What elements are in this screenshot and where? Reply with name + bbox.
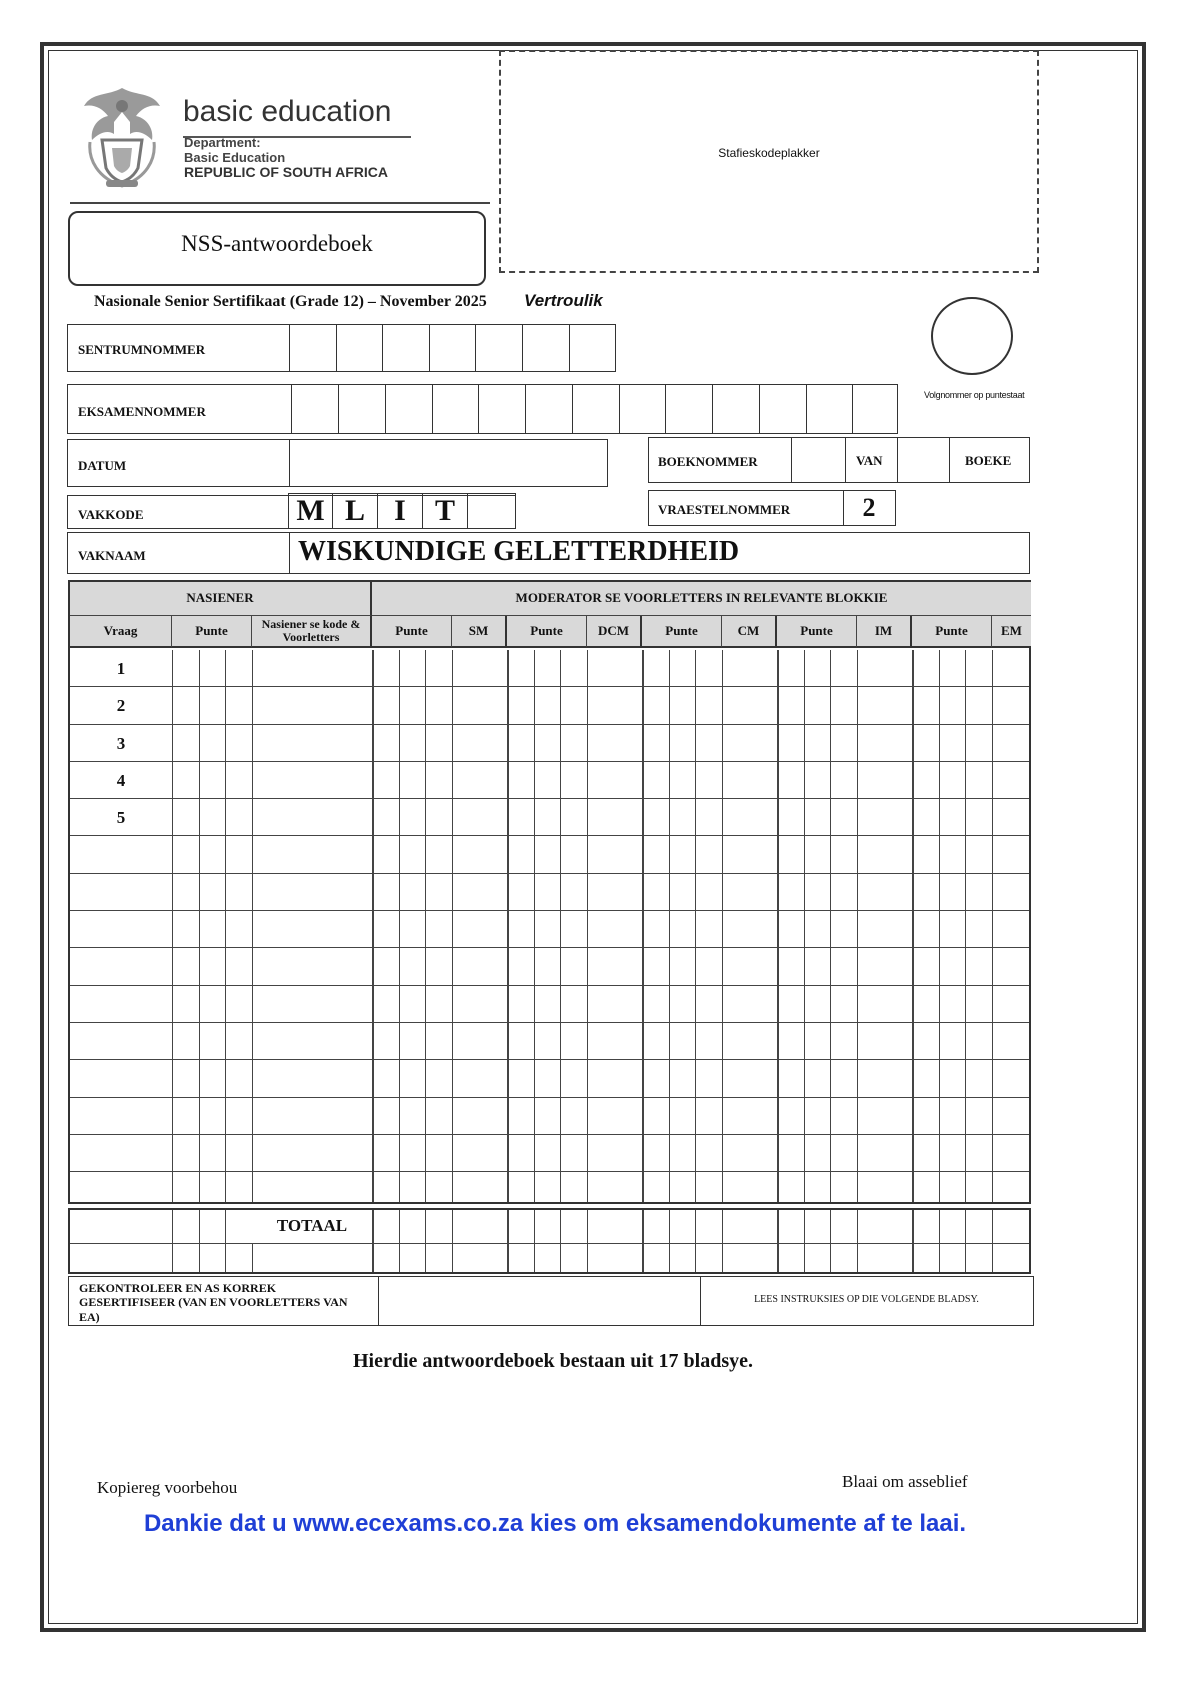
table-row[interactable] — [70, 948, 1029, 985]
question-number: 2 — [116, 696, 126, 716]
subject-code-label: VAKKODE — [78, 507, 144, 522]
digit-cell[interactable] — [289, 325, 290, 371]
question-number: 5 — [116, 808, 126, 828]
totals-column-line — [225, 1210, 226, 1272]
book-number-label: BOEKNOMMER — [658, 454, 758, 469]
totals-column-line — [560, 1210, 561, 1272]
book-number-field[interactable] — [648, 437, 1030, 483]
digit-cell[interactable] — [382, 325, 383, 371]
table-row[interactable] — [70, 799, 1029, 836]
digit-cell[interactable] — [572, 385, 573, 433]
subject-code-char: L — [333, 493, 378, 529]
paper-number-label: VRAESTELNOMMER — [658, 502, 791, 517]
moderator-marks-col-header: Punte — [372, 616, 452, 648]
table-row[interactable] — [70, 725, 1029, 762]
totals-column-line — [777, 1210, 779, 1272]
table-row[interactable] — [70, 1135, 1029, 1172]
question-number: 4 — [116, 770, 126, 790]
date-field[interactable] — [67, 439, 608, 487]
subject-name-field — [67, 532, 1030, 574]
question-number: 1 — [116, 659, 126, 678]
date-label: DATUM — [78, 458, 127, 473]
digit-cell[interactable] — [852, 385, 853, 433]
barcode-label: Stafieskodeplakker — [718, 146, 820, 160]
digit-cell[interactable] — [665, 385, 666, 433]
booklet-title: NSS-antwoordeboek — [181, 231, 373, 256]
totals-column-line — [587, 1210, 588, 1272]
date-input-area[interactable] — [289, 440, 290, 486]
table-row[interactable] — [70, 687, 1029, 724]
logo-underline — [70, 202, 490, 204]
paper-number-field — [648, 490, 896, 526]
totals-column-line — [965, 1210, 966, 1272]
books-cell — [949, 438, 950, 482]
totals-column-line — [534, 1210, 535, 1272]
sequence-number-label: Volgnommer op puntestaat — [924, 390, 1025, 400]
certified-signature-area[interactable] — [378, 1277, 379, 1325]
subject-code-boxes — [288, 493, 516, 529]
digit-cell[interactable] — [525, 385, 526, 433]
marker-code-col-header: Nasiener se kode & Voorletters — [252, 616, 372, 648]
totals-column-line — [669, 1210, 670, 1272]
question-number: 3 — [116, 733, 126, 753]
totals-column-line — [912, 1210, 914, 1272]
totals-column-line — [507, 1210, 509, 1272]
digit-cell[interactable] — [291, 385, 292, 433]
pages-note: Hierdie antwoordeboek bestaan uit 17 bladsye. — [352, 1350, 754, 1372]
digit-cell[interactable] — [475, 325, 476, 371]
totals-column-line — [199, 1210, 200, 1272]
totals-column-line — [372, 1210, 374, 1272]
totals-column-line — [172, 1210, 173, 1272]
totals-column-line — [830, 1210, 831, 1272]
totals-column-line — [722, 1210, 723, 1272]
table-row[interactable] — [70, 1098, 1029, 1135]
centre-number-label: SENTRUMNOMMER — [78, 342, 206, 357]
table-row[interactable] — [70, 911, 1029, 948]
totals-column-line — [804, 1210, 805, 1272]
confidential-label: Vertroulik — [524, 291, 603, 310]
exam-number-field[interactable] — [67, 384, 898, 434]
books-label: BOEKE — [965, 453, 1012, 468]
digit-cell[interactable] — [806, 385, 807, 433]
moderator-header: MODERATOR SE VOORLETTERS IN RELEVANTE BLOKKIE — [372, 582, 1031, 616]
department-label: Department: — [184, 135, 261, 150]
of-label: VAN — [856, 453, 883, 468]
moderator-marks-col-header: Punte — [507, 616, 587, 648]
subject-name-cell — [289, 533, 290, 573]
table-row[interactable] — [70, 837, 1029, 874]
moderator-marks-col-header: Punte — [642, 616, 722, 648]
turn-over-note: Blaai om asseblief — [842, 1472, 968, 1491]
digit-cell[interactable] — [619, 385, 620, 433]
subject-code-char: M — [288, 493, 333, 529]
totals-column-line — [992, 1210, 993, 1272]
sequence-number-circle[interactable] — [931, 297, 1013, 375]
digit-cell[interactable] — [429, 325, 430, 371]
country-name: REPUBLIC OF SOUTH AFRICA — [184, 164, 389, 180]
paper-number-value: 2 — [862, 493, 876, 522]
digit-cell[interactable] — [338, 385, 339, 433]
exam-number-label: EKSAMENNOMMER — [78, 404, 206, 419]
book-number-input[interactable] — [791, 438, 792, 482]
brand-name: basic education — [183, 95, 392, 128]
moderator-code-col-header: DCM — [587, 616, 642, 648]
totals-column-line — [425, 1210, 426, 1272]
marks-table — [68, 580, 1031, 1204]
digit-cell[interactable] — [522, 325, 523, 371]
total-books-input[interactable] — [897, 438, 898, 482]
coat-of-arms-icon — [78, 82, 166, 190]
totals-row-divider — [70, 1243, 1029, 1244]
subject-name-label: VAKNAAM — [78, 548, 146, 563]
of-cell — [845, 438, 846, 482]
question-col-header: Vraag — [70, 616, 172, 648]
certified-label: GEKONTROLEER EN AS KORREK GESERTIFISEER (VAN EN VOORLETTERS VAN EA) — [79, 1281, 348, 1324]
moderator-code-col-header: EM — [992, 616, 1031, 648]
table-row[interactable] — [70, 762, 1029, 799]
subject-code-char: T — [423, 493, 468, 529]
table-row[interactable] — [70, 1060, 1029, 1097]
copyright-note: Kopiereg voorbehou — [97, 1478, 238, 1497]
certified-row — [68, 1276, 1034, 1326]
digit-cell[interactable] — [336, 325, 337, 371]
moderator-marks-col-header: Punte — [912, 616, 992, 648]
department-sub: Basic Education — [184, 150, 286, 165]
table-row[interactable] — [70, 650, 1029, 687]
digit-cell[interactable] — [478, 385, 479, 433]
moderator-marks-col-header: Punte — [777, 616, 857, 648]
certificate-subtitle: Nasionale Senior Sertifikaat (Grade 12) – November 2025 — [94, 293, 487, 310]
digit-cell[interactable] — [569, 325, 570, 371]
totals-column-line — [939, 1210, 940, 1272]
subject-name-value: WISKUNDIGE GELETTERDHEID — [298, 536, 740, 567]
barcode-sticker-area — [499, 50, 1039, 273]
totals-column-line — [252, 1243, 253, 1272]
table-row[interactable] — [70, 986, 1029, 1023]
subject-code-char: I — [378, 493, 423, 529]
subject-code-char — [468, 493, 516, 529]
total-label: TOTAAL — [276, 1216, 348, 1235]
marks-col-header: Punte — [172, 616, 252, 648]
centre-number-field[interactable] — [67, 324, 616, 372]
table-row[interactable] — [70, 874, 1029, 911]
digit-cell[interactable] — [432, 385, 433, 433]
instructions-note: LEES INSTRUKSIES OP DIE VOLGENDE BLADSY. — [754, 1294, 979, 1305]
moderator-code-col-header: IM — [857, 616, 912, 648]
digit-cell[interactable] — [759, 385, 760, 433]
totals-column-line — [642, 1210, 644, 1272]
totals-column-line — [452, 1210, 453, 1272]
booklet-title-box — [68, 211, 486, 286]
totals-column-line — [399, 1210, 400, 1272]
download-banner-link[interactable]: Dankie dat u www.ecexams.co.za kies om eksamendokumente af te laai. — [143, 1510, 967, 1537]
totals-column-line — [695, 1210, 696, 1272]
moderator-code-col-header: CM — [722, 616, 777, 648]
moderator-code-col-header: SM — [452, 616, 507, 648]
totals-column-line — [857, 1210, 858, 1272]
digit-cell[interactable] — [385, 385, 386, 433]
digit-cell[interactable] — [712, 385, 713, 433]
marker-header: NASIENER — [70, 582, 372, 616]
totals-table — [68, 1208, 1031, 1274]
table-row[interactable] — [70, 1023, 1029, 1060]
table-row[interactable] — [70, 1172, 1029, 1209]
